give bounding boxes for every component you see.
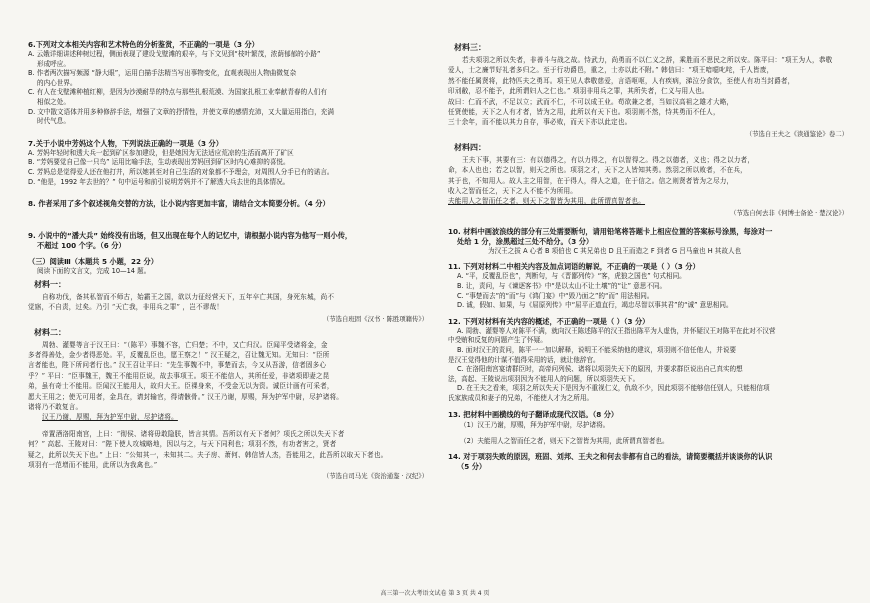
q13-sentence-1: （1）汉王乃谢，厚赐，拜为护军中尉，尽护诸将。 [460,420,610,429]
q6-option-c-cont: 相似之处。 [37,97,70,106]
q7-option-d: D. “他是，1992 年去世的？” 句中运号和前引说明芳妈并不了解透大兵去世的具体情况。 [28,177,290,186]
material-3-line: 爱人，士之廉节好礼者多归之。至于行功爵邑，重之，士亦以此不附。” 韩信曰：“项王喑噁叱咤，千人皆废， [448,66,774,75]
question-10-line2: 处给 1 分，涂黑超过三处不给分。（3 分） [457,236,594,246]
question-9-line2: 不超过 100 个字。（6 分） [37,241,126,251]
material-3-line: 印刓敝，忍不能予，此所谓妇人之仁也。” 项羽非用兵之罪，其所失者，仁义与用人也。 [448,87,709,96]
material-4-line: 其于也，不知用人。故人主之用智，在于得人，得人之道，在于信之。信之则贤者皆为之尽力， [448,176,734,185]
q6-option-a-cont: 形成呼应。 [37,59,70,68]
page-footer: 高三第一次大考语文试卷 第 3 页 共 4 页 [380,590,490,597]
q13-sentence-2: （2）夫能用人之智而任之者，则天下之智皆为其用，此所谓真智者也。 [460,436,669,445]
material-4-source: （节选自何去非《何博士备论 · 楚汉论》） [730,208,848,217]
material-2-title: 材料二： [34,327,66,337]
material-4-underlined-sentence [448,196,848,206]
material-1-line: 觉寤，不自责，过矣。乃引 “天亡我，非用兵之罪” ，岂不谬哉！ [28,303,224,312]
question-12-stem: 12. 下列对材料有关内容的概述，不正确的一项是（ ）（3 分） [448,316,650,326]
q12-option-a-cont: 中受贿和反复的问题产生了怀疑。 [448,336,547,345]
material-1-source: （节选自班固《汉书 · 陈胜项籍传》） [322,314,428,323]
material-2-source: （节选自司马光《资治通鉴 · 汉纪》） [322,472,428,481]
material-3-line: 然不能任属贤将，此特匹夫之勇耳。项王见人恭敬慈爱，言语呕呕，人有疾病，涕泣分食饮，至使人有功当封爵者， [448,76,795,85]
material-2-line: 周勃、灌婴等言于汉王曰：“（陈平）事魏不容，亡归楚；不中，又亡归汉。臣闻平受诸将金，金 [42,340,328,349]
q6-option-c: C. 有人在戈壁滩种植红柳，是因为沙漠耐旱的特点与那些扎根荒漠、为国家扎根工业奉献青春的人们有 [28,88,327,97]
material-3-line: 任贤使能，天下之人有才者，皆为之用，此所以有天下也。项羽则不然，恃其勇而不任人， [448,108,720,117]
q7-option-b: B. “芳妈要觉自己像一只鸟” 运用比喻手法，生动表现出芳妈回到矿区时内心难抑的喜悦。 [28,158,290,167]
question-14-line1: 14. 对于项羽失败的原因，班固、刘邦、王夫之和何去非都有自己的看法，请简要概括并谈谈你的认识 [448,451,773,461]
question-14-line2: （5 分） [457,461,487,471]
q6-option-b-cont: 的内心世界。 [37,78,77,87]
q12-option-c-cont: 法，高起、王陵说出项羽因为不能用人的问题，所以项羽失天下。 [448,374,640,383]
q12-option-d-cont: 氏家族成员和妻子的兄弟，不能使人才为之所用。 [448,394,594,402]
q6-option-d-cont: 时代气息。 [37,117,70,126]
material-2-line: 乎？” 平曰：“臣事魏王，魏王不能用臣说，故去事项王。项王不能信人，其所任爱，非诸项即妻之昆 [28,371,330,380]
question-13-stem: 13. 把材料中画横线的句子翻译成现代汉语。（8 分） [448,409,619,419]
material-3-title: 材料三： [454,43,486,52]
question-10-line1: 10. 材料中画波浪线的部分有三处需要断句，请用铅笔将答题卡上相应位置的答案标号涂黑，每涂对一 [448,226,773,236]
q6-option-d: D. 文中散文语体并用多种修辞手法，增强了文章的抒情性，并使文章的感情充沛，又大量运用指白，充满 [28,107,334,116]
q6-option-b: B. 作者两次描写频源 “静大眼”，运用白描手法精当写出事物变化，直观表现出人物曲微复杂 [28,69,297,78]
material-3-line: 若夫项羽之所以失者，非善斗与战之故。恃武力，尚勇而不以仁义之辞，乘胜而不思民之所以安。陈平曰：“项王为人，恭敬 [462,56,833,64]
material-2-line: 诸将乃不敢复言。 [28,402,83,411]
question-7-stem: 7.关于小说中芳妈这个人物，下列说法正确的一项是（3 分） [28,138,223,148]
q7-option-c: C. 芳妈总是觉得爱人还在他打井，所以她甚至对自己生活的对象都不予理会，对周围人分手已有的诺言。 [28,167,334,176]
q12-option-a: A. 周勃、灌婴等人对陈平不满，就向汉王陈述陈平的汉王指出陈平为人虚伪，并怀疑汉王对陈平在此对不汉营 [457,326,776,335]
q11-option-c: C. “事楚而去”的“而”与《鸿门宴》中“毁乃面之”的“而” 用法相同。 [457,291,654,300]
material-2-line: 言者能也，陛下所问者行也。” 汉王召让平曰：“先生事魏不中，事楚而去，今又从吾游，信者固多心 [28,361,327,370]
material-2-line: 多者得善处，金少者得恶处。平，反覆乱臣也，愿王察之！” 汉王疑之，召让魏无知。无知曰：“臣所 [28,350,330,359]
q6-option-a: A. 云娥详细讲述种树过程，侧面表现了建设戈壁滩的艰辛，与下文见到“枝叶繁茂，浓荫郁郁的小路” [28,50,321,58]
underlined-text: 汉王乃谢，厚赐，拜为护军中尉，尽护诸将。 [42,413,178,422]
reading-instruction: 阅读下面的文言文，完成 10—14 题。 [37,267,151,276]
q7-option-a: A. 芳妈年轻时和透大兵一起到矿区参加建设，但是她因为无法适应荒凉的生活而离开了矿区 [28,148,294,157]
question-6-options [28,50,428,127]
q11-option-b: B. 让，责问，与《谏逐客书》中“是以太山不让土壤”的“让” 意思不同。 [457,282,667,291]
material-4-line: 收入之智而任之，天下之人不能不为所用。 [448,187,578,196]
material-3-line: 三十余年，而不能以其力自存，事必败，而天下亦以此定也。 [448,118,632,127]
q11-option-a: A. “平，反覆乱臣也”，判断句，与《晋鄙列传》“客，虎狼之国也” 句式相同。 [457,272,686,281]
material-4-line: 命，本人也也；若之以智，则天之所也。项羽之才，天下之人皆知其勇。然羽之所以败者，不在兵， [448,166,747,175]
q11-option-d: D. 诚，假如、如果，与《屈原列传》中“屈平正道直行，竭忠尽智以事其君”的“诚” 意思相同。 [457,301,733,310]
section-heading: （三）阅读Ⅲ（本题共 5 小题，22 分） [28,257,158,267]
right-column [448,40,848,472]
material-3-source: （节选自王夫之《读通鉴论》卷二） [745,129,848,138]
material-2-underlined-sentence [28,412,428,422]
material-2-line: 弟，虽有奇士不能用。臣闻汉王能用人，故归大王。臣裸身来，不受金无以为资。诚臣计画有可采者， [28,382,334,391]
material-1-line: 自称功伐，备其私智而不师古，始霸王之国，欲以力征经营天下，五年卒亡其国，身死东城，尚不 [42,292,335,301]
q12-option-c: C. 在洛阳南宫宴请群臣时，高帝问列侯、诸将以项羽失天下的原因，并要求群臣说出自己真实的想 [457,365,743,374]
material-2-line: 项羽有一范增而不能用，此所以为我禽也。” [28,461,158,469]
left-column [28,40,428,484]
underlined-text: 夫能用人之智而任之者，则天下之智皆为其用，此所谓真智者也。 [448,197,646,206]
material-4-title: 材料四： [454,142,486,152]
question-8: 8. 作者采用了多个叙述视角交替的方法，让小说内容更加丰富，请结合文本简要分析。（4 分） [28,199,330,209]
question-9-line1: 9. 小说中的“潘大兵” 始终没有出场，但又出现在每个人的记忆中，请根据小说内容为他写一则小传， [28,231,353,241]
material-4-line: 王夫下事，其要有三：有以德得之，有以力得之，有以智得之。得之以德者，义也；得之以力者， [462,155,755,164]
material-2-line: 愿大王用之；使无可用者，金具在，请封输官，得请骸骨。” 汉王乃谢，厚赐，拜为护军中尉，尽护诸将。 [28,392,344,401]
material-2-line: 何？” 高起、王陵对曰：“陛下使人攻城略地，因以与之，与天下同利也；项羽不然，有功者害之，贤者 [28,440,337,449]
q12-option-b: B. 面对汉王的责问，陈平一一加以解释，说明王不能采纳他的建议，项羽则不信任他人，并说要 [457,346,737,355]
question-6-stem: 6.下列对文本相关内容和艺术特色的分析鉴赏，不正确的一项是（3 分） [28,40,259,49]
q12-option-d: D. 在王夫之看来，项羽之所以失天下是因为不重视仁义，仇敌不少，因此项羽不能够信任别人，只能相信项 [457,384,770,393]
question-11-stem: 11. 下列对材料二中相关内容及加点词语的解说，不正确的一项是（ ）（3 分） [448,262,700,272]
material-1-title: 材料一： [34,279,66,289]
material-2-line: 疑之，此所以失天下也。” 上曰：“公知其一，未知其二。夫子房、萧何、韩信皆人杰，吾能用之，此吾所以取天下者也。 [28,450,388,459]
material-2-line: 帝置酒洛阳南宫，上曰：“彻侯、诸将毋敢隐朕，皆言其情。吾所以有天下者何？项氏之所以失天下者 [42,429,345,438]
q12-option-b-cont: 是汉王觉得他的计谋不值得采用的话，就让他辞官。 [448,355,600,364]
question-10-sentence: 为汉王之拔 A 心者 B 项伯也 C 其兄弟也 D 且王而造之 F 到者 G 吕马童也 H 其故人也 [488,246,742,255]
material-3-line: 故曰：仁而不武，不足以立；武而不仁，不可以成王业。苟欲兼之者，当如汉高祖之雄才大略， [448,97,734,106]
